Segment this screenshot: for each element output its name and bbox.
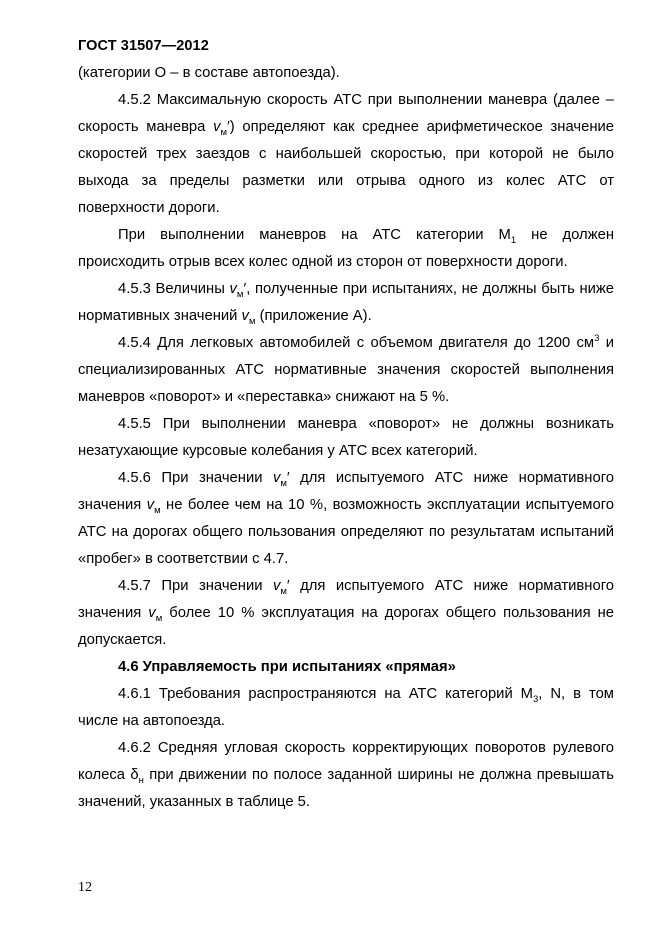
text-run: 4.5.4 Для легковых автомобилей с объемом двигателя до 1200 см <box>118 335 595 351</box>
text-run: При выполнении маневров на АТС категории М <box>118 227 511 243</box>
document-body <box>78 60 614 816</box>
symbol-v: v <box>213 119 221 135</box>
paragraph-m1 <box>78 222 614 276</box>
text-run: более 10 % эксплуатация на дорогах общего пользования не допускается. <box>78 605 615 648</box>
symbol-v: v <box>272 578 281 594</box>
subscript: м <box>248 315 256 327</box>
document-header: ГОСТ 31507—2012 <box>78 38 209 54</box>
subscript: м <box>154 504 161 516</box>
paragraph-4-6-1 <box>78 681 614 735</box>
subscript: м <box>280 477 287 489</box>
text-run: при движении по полосе заданной ширины не должна превышать значений, указанных в таблице 5. <box>78 767 614 810</box>
text-run: 4.5.2 Максимальную скорость АТС при выполнении маневра (далее – скорость маневра <box>78 92 614 135</box>
symbol-v: v <box>146 497 155 513</box>
subscript: н <box>138 774 144 786</box>
paragraph-4-5-3 <box>78 276 614 330</box>
paragraph-4-5-4 <box>78 330 614 411</box>
subscript: 1 <box>510 234 517 246</box>
paragraph-4-5-2 <box>78 87 614 222</box>
symbol-v: v <box>241 308 249 324</box>
text-run: и специализированных АТС нормативные значения скоростей выполнения маневров «поворот» и «переставка» снижают на 5 %. <box>78 335 614 405</box>
paragraph-continuation <box>78 60 614 87</box>
text-run: (категории О – в составе автопоезда). <box>78 65 340 81</box>
text-run: 4.6.1 Требования распространяются на АТС категорий М <box>118 686 533 702</box>
prime-mark: ′ <box>227 119 230 135</box>
superscript: 3 <box>594 333 600 345</box>
text-run: для испытуемого АТС ниже нормативного значения <box>78 470 614 513</box>
text-run: 4.5.5 При выполнении маневра «поворот» не должны возникать незатухающие курсовые колебания у АТС всех категорий. <box>78 416 614 459</box>
paragraph-4-5-7 <box>78 573 614 654</box>
text-run: 4.5.3 Величины <box>118 281 230 297</box>
text-run: не должен происходить отрыв всех колес одной из сторон от поверхности дороги. <box>78 227 614 270</box>
symbol-v: v <box>272 470 281 486</box>
text-run: не более чем на 10 %, возможность эксплуатации испытуемого АТС на дорогах общего пользования определяют по результатам испытаний «пробег» в соответствии с 4.7. <box>78 497 615 567</box>
text-run: 4.5.7 При значении <box>118 578 273 594</box>
text-run: (приложение А). <box>255 308 372 324</box>
text-run: 4.6.2 Средняя угловая скорость корректирующих поворотов рулевого колеса δ <box>78 740 614 783</box>
prime-mark: ′ <box>243 281 247 297</box>
subscript: м <box>155 612 163 624</box>
text-run: , N, в том числе на автопоезда. <box>78 686 614 729</box>
subscript: м <box>280 585 287 597</box>
section-heading-4-6: 4.6 Управляемость при испытаниях «прямая» <box>118 659 456 675</box>
text-run: ) определяют как среднее арифметическое значение скоростей трех заездов с наибольшей скоростью, при которой не было выхода за пределы разметки или отрыва одного из колес АТС от поверхности дороги. <box>78 119 614 216</box>
prime-mark: ′ <box>286 470 290 486</box>
page-number: 12 <box>78 880 92 895</box>
prime-mark: ′ <box>286 578 290 594</box>
paragraph-4-5-5 <box>78 411 614 465</box>
subscript: 3 <box>533 693 539 705</box>
text-run: , полученные при испытаниях, не должны быть ниже нормативных значений <box>78 281 615 324</box>
symbol-v: v <box>229 281 237 297</box>
text-run: для испытуемого АТС ниже нормативного значения <box>78 578 614 621</box>
paragraph-4-5-6 <box>78 465 614 573</box>
paragraph-4-6-2 <box>78 735 614 816</box>
subscript: м <box>236 288 244 300</box>
symbol-v: v <box>148 605 156 621</box>
text-run: 4.5.6 При значении <box>118 470 273 486</box>
subscript: м <box>220 126 227 138</box>
